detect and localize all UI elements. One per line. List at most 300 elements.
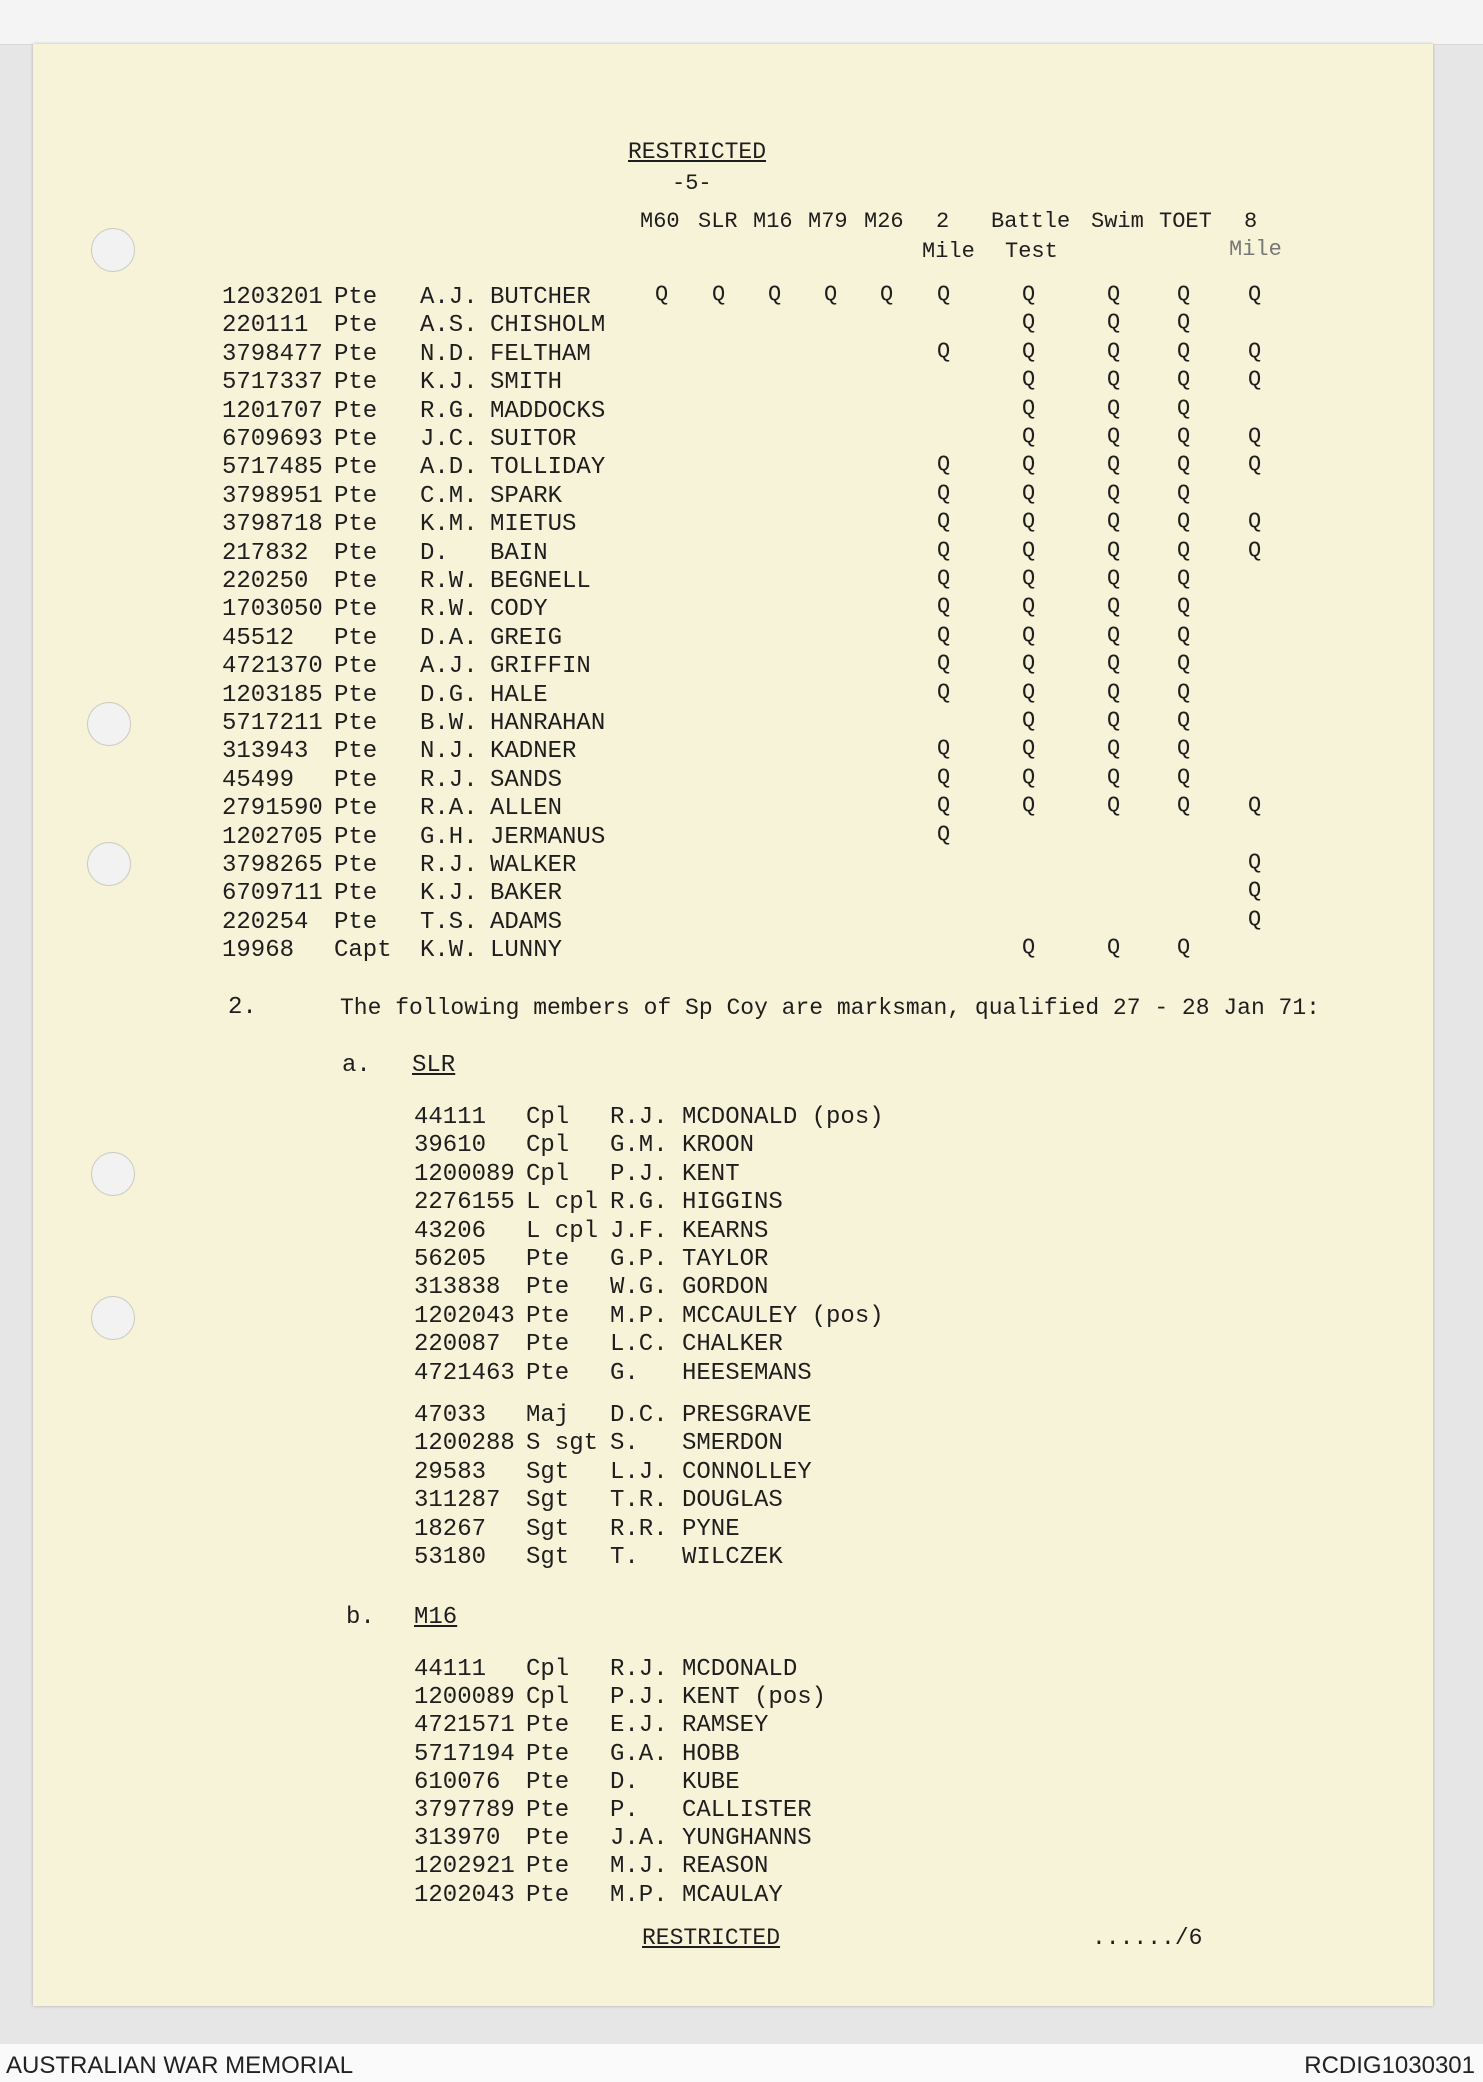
col-header-8-mile: 8 xyxy=(1244,209,1258,234)
qualified-mark: Q xyxy=(1177,339,1191,364)
service-number: 3798718 xyxy=(222,511,323,538)
initials: R.J. xyxy=(610,1656,668,1683)
surname: KENT (pos) xyxy=(682,1684,827,1711)
surname: ADAMS xyxy=(490,909,563,936)
initials: T.R. xyxy=(610,1487,668,1514)
qualified-mark: Q xyxy=(937,623,951,648)
service-number: 45499 xyxy=(222,767,295,794)
surname: FELTHAM xyxy=(490,341,591,368)
surname: MCDONALD xyxy=(682,1656,798,1683)
rank: Pte xyxy=(334,341,378,368)
qualified-mark: Q xyxy=(880,282,894,307)
qualified-mark: Q xyxy=(937,509,951,534)
rank: Pte xyxy=(334,284,378,311)
qualified-mark: Q xyxy=(1022,367,1036,392)
qualified-mark: Q xyxy=(937,651,951,676)
surname: CONNOLLEY xyxy=(682,1459,812,1486)
service-number: 1200089 xyxy=(414,1161,515,1188)
initials: A.S. xyxy=(420,312,478,339)
service-number: 311287 xyxy=(414,1487,501,1514)
service-number: 610076 xyxy=(414,1769,501,1796)
initials: T.S. xyxy=(420,909,478,936)
qualified-mark: Q xyxy=(937,822,951,847)
qualified-mark: Q xyxy=(1177,481,1191,506)
rank: Pte xyxy=(526,1882,570,1909)
qualified-mark: Q xyxy=(1248,509,1262,534)
m16-heading: M16 xyxy=(414,1604,458,1631)
initials: M.J. xyxy=(610,1853,668,1880)
surname: YUNGHANNS xyxy=(682,1825,812,1852)
qualified-mark: Q xyxy=(1022,680,1036,705)
qualified-mark: Q xyxy=(1022,424,1036,449)
rank: Cpl xyxy=(526,1104,570,1131)
qualified-mark: Q xyxy=(1177,310,1191,335)
qualified-mark: Q xyxy=(1107,396,1121,421)
surname: HALE xyxy=(490,682,548,709)
rank: Pte xyxy=(334,653,378,680)
qualified-mark: Q xyxy=(1022,736,1036,761)
rank: Pte xyxy=(334,710,378,737)
surname: HOBB xyxy=(682,1741,740,1768)
qualified-mark: Q xyxy=(1248,850,1262,875)
initials: R.G. xyxy=(610,1189,668,1216)
qualified-mark: Q xyxy=(1107,623,1121,648)
archive-id: RCDIG1030301 xyxy=(1304,2052,1475,2079)
qualified-mark: Q xyxy=(1248,282,1262,307)
initials: D.A. xyxy=(420,625,478,652)
qualified-mark: Q xyxy=(1022,793,1036,818)
initials: R.J. xyxy=(610,1104,668,1131)
surname: CHISHOLM xyxy=(490,312,606,339)
rank: L cpl xyxy=(526,1189,599,1216)
rank: Pte xyxy=(526,1274,570,1301)
rank: Pte xyxy=(526,1246,570,1273)
rank: Pte xyxy=(526,1712,570,1739)
qualified-mark: Q xyxy=(937,680,951,705)
col-header-slr: SLR xyxy=(698,209,738,234)
col-header-m26: M26 xyxy=(864,209,904,234)
continuation-marker: ....../6 xyxy=(1092,1925,1203,1951)
qualified-mark: Q xyxy=(1177,793,1191,818)
rank: Pte xyxy=(334,540,378,567)
qualified-mark: Q xyxy=(937,566,951,591)
qualified-mark: Q xyxy=(1177,424,1191,449)
rank: Sgt xyxy=(526,1544,570,1571)
surname: PRESGRAVE xyxy=(682,1402,812,1429)
rank: Pte xyxy=(526,1825,570,1852)
page-number: -5- xyxy=(672,171,712,196)
initials: R.A. xyxy=(420,795,478,822)
surname: MCAULAY xyxy=(682,1882,783,1909)
rank: Pte xyxy=(334,824,378,851)
qualified-mark: Q xyxy=(1177,623,1191,648)
qualified-mark: Q xyxy=(1107,594,1121,619)
rank: Pte xyxy=(334,738,378,765)
surname: GORDON xyxy=(682,1274,769,1301)
qualified-mark: Q xyxy=(1022,481,1036,506)
surname: MCDONALD (pos) xyxy=(682,1104,884,1131)
qualified-mark: Q xyxy=(1022,509,1036,534)
qualified-mark: Q xyxy=(1107,566,1121,591)
initials: J.A. xyxy=(610,1825,668,1852)
rank: Pte xyxy=(526,1853,570,1880)
initials: E.J. xyxy=(610,1712,668,1739)
service-number: 1203185 xyxy=(222,682,323,709)
surname: BUTCHER xyxy=(490,284,591,311)
col-header-2-mile: 2 xyxy=(936,209,950,234)
initials: L.C. xyxy=(610,1331,668,1358)
qualified-mark: Q xyxy=(1107,367,1121,392)
service-number: 4721463 xyxy=(414,1360,515,1387)
initials: D.C. xyxy=(610,1402,668,1429)
archive-name: AUSTRALIAN WAR MEMORIAL xyxy=(6,2052,354,2079)
rank: Pte xyxy=(334,596,378,623)
rank: Pte xyxy=(526,1303,570,1330)
qualified-mark: Q xyxy=(1022,651,1036,676)
surname: JERMANUS xyxy=(490,824,606,851)
initials: R.J. xyxy=(420,852,478,879)
rank: Pte xyxy=(334,682,378,709)
surname: TOLLIDAY xyxy=(490,454,606,481)
qualified-mark: Q xyxy=(1177,765,1191,790)
rank: Pte xyxy=(526,1331,570,1358)
rank: Cpl xyxy=(526,1161,570,1188)
service-number: 44111 xyxy=(414,1104,487,1131)
service-number: 1202043 xyxy=(414,1303,515,1330)
initials: R.R. xyxy=(610,1516,668,1543)
qualified-mark: Q xyxy=(1248,907,1262,932)
surname: REASON xyxy=(682,1853,769,1880)
initials: G.M. xyxy=(610,1132,668,1159)
qualified-mark: Q xyxy=(937,793,951,818)
service-number: 220087 xyxy=(414,1331,501,1358)
initials: J.C. xyxy=(420,426,478,453)
service-number: 1203201 xyxy=(222,284,323,311)
qualified-mark: Q xyxy=(937,594,951,619)
col-header-toet: TOET xyxy=(1159,209,1212,234)
rank: Pte xyxy=(334,369,378,396)
qualified-mark: Q xyxy=(1107,651,1121,676)
qualified-mark: Q xyxy=(937,452,951,477)
service-number: 4721571 xyxy=(414,1712,515,1739)
qualified-mark: Q xyxy=(768,282,782,307)
surname: WALKER xyxy=(490,852,577,879)
qualified-mark: Q xyxy=(1107,452,1121,477)
qualified-mark: Q xyxy=(1107,793,1121,818)
service-number: 45512 xyxy=(222,625,295,652)
surname: HEESEMANS xyxy=(682,1360,812,1387)
surname: SPARK xyxy=(490,483,563,510)
rank: Pte xyxy=(334,767,378,794)
initials: M.P. xyxy=(610,1882,668,1909)
surname: LUNNY xyxy=(490,937,563,964)
para-number: 2. xyxy=(228,994,257,1021)
initials: A.J. xyxy=(420,284,478,311)
initials: J.F. xyxy=(610,1218,668,1245)
qualified-mark: Q xyxy=(1248,538,1262,563)
surname: TAYLOR xyxy=(682,1246,769,1273)
initials: R.G. xyxy=(420,398,478,425)
qualified-mark: Q xyxy=(1022,623,1036,648)
slr-heading: SLR xyxy=(412,1052,456,1079)
initials: P.J. xyxy=(610,1684,668,1711)
col-header-battle-test-sub: Test xyxy=(1005,239,1058,264)
rank: Pte xyxy=(334,880,378,907)
rank: Capt xyxy=(334,937,392,964)
initials: N.D. xyxy=(420,341,478,368)
initials: M.P. xyxy=(610,1303,668,1330)
qualified-mark: Q xyxy=(1022,538,1036,563)
rank: Maj xyxy=(526,1402,570,1429)
initials: P. xyxy=(610,1797,639,1824)
surname: MCCAULEY (pos) xyxy=(682,1303,884,1330)
service-number: 5717337 xyxy=(222,369,323,396)
col-header-battle-test: Battle xyxy=(991,209,1071,234)
sub-para-a: a. xyxy=(342,1052,371,1079)
service-number: 220111 xyxy=(222,312,309,339)
qualified-mark: Q xyxy=(1177,651,1191,676)
surname: GRIFFIN xyxy=(490,653,591,680)
qualified-mark: Q xyxy=(1177,538,1191,563)
col-header-m16: M16 xyxy=(753,209,793,234)
qualified-mark: Q xyxy=(1248,793,1262,818)
surname: PYNE xyxy=(682,1516,740,1543)
service-number: 44111 xyxy=(414,1656,487,1683)
surname: SMERDON xyxy=(682,1430,783,1457)
initials: R.W. xyxy=(420,596,478,623)
qualified-mark: Q xyxy=(1107,935,1121,960)
qualified-mark: Q xyxy=(1177,680,1191,705)
qualified-mark: Q xyxy=(1107,765,1121,790)
service-number: 18267 xyxy=(414,1516,487,1543)
qualified-mark: Q xyxy=(1107,339,1121,364)
service-number: 6709711 xyxy=(222,880,323,907)
col-header-m60: M60 xyxy=(640,209,680,234)
initials: G.H. xyxy=(420,824,478,851)
initials: T. xyxy=(610,1544,639,1571)
surname: SMITH xyxy=(490,369,563,396)
qualified-mark: Q xyxy=(1022,452,1036,477)
rank: Pte xyxy=(334,568,378,595)
qualified-mark: Q xyxy=(937,282,951,307)
rank: Pte xyxy=(334,852,378,879)
initials: R.W. xyxy=(420,568,478,595)
qualified-mark: Q xyxy=(1248,878,1262,903)
service-number: 5717211 xyxy=(222,710,323,737)
service-number: 1200288 xyxy=(414,1430,515,1457)
classification-footer: RESTRICTED xyxy=(642,1925,781,1951)
surname: ALLEN xyxy=(490,795,563,822)
surname: CHALKER xyxy=(682,1331,783,1358)
qualified-mark: Q xyxy=(1177,509,1191,534)
rank: Sgt xyxy=(526,1516,570,1543)
classification-header: RESTRICTED xyxy=(628,139,767,165)
qualified-mark: Q xyxy=(1022,310,1036,335)
rank: Sgt xyxy=(526,1487,570,1514)
qualified-mark: Q xyxy=(1248,424,1262,449)
service-number: 4721370 xyxy=(222,653,323,680)
initials: G. xyxy=(610,1360,639,1387)
service-number: 47033 xyxy=(414,1402,487,1429)
service-number: 3798477 xyxy=(222,341,323,368)
rank: Pte xyxy=(334,483,378,510)
surname: MADDOCKS xyxy=(490,398,606,425)
col-header-m79: M79 xyxy=(808,209,848,234)
qualified-mark: Q xyxy=(1177,282,1191,307)
surname: GREIG xyxy=(490,625,563,652)
qualified-mark: Q xyxy=(1248,452,1262,477)
qualified-mark: Q xyxy=(1107,708,1121,733)
service-number: 6709693 xyxy=(222,426,323,453)
qualified-mark: Q xyxy=(1022,765,1036,790)
qualified-mark: Q xyxy=(1022,935,1036,960)
initials: S. xyxy=(610,1430,639,1457)
qualified-mark: Q xyxy=(1107,736,1121,761)
qualified-mark: Q xyxy=(1107,424,1121,449)
surname: BAKER xyxy=(490,880,563,907)
service-number: 217832 xyxy=(222,540,309,567)
qualified-mark: Q xyxy=(1107,310,1121,335)
qualified-mark: Q xyxy=(1177,935,1191,960)
service-number: 53180 xyxy=(414,1544,487,1571)
initials: K.W. xyxy=(420,937,478,964)
rank: Pte xyxy=(526,1797,570,1824)
service-number: 1202921 xyxy=(414,1853,515,1880)
qualified-mark: Q xyxy=(1107,282,1121,307)
rank: Pte xyxy=(334,511,378,538)
service-number: 29583 xyxy=(414,1459,487,1486)
surname: HIGGINS xyxy=(682,1189,783,1216)
initials: L.J. xyxy=(610,1459,668,1486)
rank: Pte xyxy=(334,426,378,453)
surname: KROON xyxy=(682,1132,755,1159)
qualified-mark: Q xyxy=(1107,680,1121,705)
initials: N.J. xyxy=(420,738,478,765)
qualified-mark: Q xyxy=(1177,736,1191,761)
initials: P.J. xyxy=(610,1161,668,1188)
service-number: 3797789 xyxy=(414,1797,515,1824)
surname: SUITOR xyxy=(490,426,577,453)
service-number: 19968 xyxy=(222,937,295,964)
qualified-mark: Q xyxy=(1022,594,1036,619)
qualified-mark: Q xyxy=(1177,566,1191,591)
initials: G.A. xyxy=(610,1741,668,1768)
qualified-mark: Q xyxy=(712,282,726,307)
qualified-mark: Q xyxy=(937,339,951,364)
surname: BAIN xyxy=(490,540,548,567)
surname: CALLISTER xyxy=(682,1797,812,1824)
qualified-mark: Q xyxy=(1022,708,1036,733)
rank: Pte xyxy=(334,454,378,481)
surname: KADNER xyxy=(490,738,577,765)
qualified-mark: Q xyxy=(655,282,669,307)
service-number: 5717194 xyxy=(414,1741,515,1768)
service-number: 1703050 xyxy=(222,596,323,623)
initials: C.M. xyxy=(420,483,478,510)
service-number: 43206 xyxy=(414,1218,487,1245)
initials: D. xyxy=(610,1769,639,1796)
service-number: 1202705 xyxy=(222,824,323,851)
qualified-mark: Q xyxy=(937,736,951,761)
service-number: 220250 xyxy=(222,568,309,595)
service-number: 5717485 xyxy=(222,454,323,481)
service-number: 3798265 xyxy=(222,852,323,879)
rank: Pte xyxy=(334,625,378,652)
surname: CODY xyxy=(490,596,548,623)
initials: A.J. xyxy=(420,653,478,680)
col-header-2-mile-sub: Mile xyxy=(922,239,975,264)
service-number: 313970 xyxy=(414,1825,501,1852)
surname: DOUGLAS xyxy=(682,1487,783,1514)
rank: Pte xyxy=(334,909,378,936)
rank: Cpl xyxy=(526,1684,570,1711)
surname: HANRAHAN xyxy=(490,710,606,737)
service-number: 220254 xyxy=(222,909,309,936)
surname: RAMSEY xyxy=(682,1712,769,1739)
qualified-mark: Q xyxy=(1177,367,1191,392)
service-number: 2276155 xyxy=(414,1189,515,1216)
col-header-swim: Swim xyxy=(1091,209,1144,234)
qualified-mark: Q xyxy=(824,282,838,307)
qualified-mark: Q xyxy=(1022,396,1036,421)
initials: D.G. xyxy=(420,682,478,709)
rank: Pte xyxy=(334,312,378,339)
initials: R.J. xyxy=(420,767,478,794)
service-number: 3798951 xyxy=(222,483,323,510)
qualified-mark: Q xyxy=(1177,452,1191,477)
rank: Pte xyxy=(334,398,378,425)
sub-para-b: b. xyxy=(346,1604,375,1631)
qualified-mark: Q xyxy=(1177,396,1191,421)
service-number: 1201707 xyxy=(222,398,323,425)
rank: Pte xyxy=(526,1769,570,1796)
qualified-mark: Q xyxy=(1107,481,1121,506)
qualified-mark: Q xyxy=(1177,594,1191,619)
initials: D. xyxy=(420,540,449,567)
qualified-mark: Q xyxy=(1248,339,1262,364)
rank: Cpl xyxy=(526,1656,570,1683)
surname: WILCZEK xyxy=(682,1544,783,1571)
initials: W.G. xyxy=(610,1274,668,1301)
service-number: 313943 xyxy=(222,738,309,765)
qualified-mark: Q xyxy=(937,765,951,790)
surname: SANDS xyxy=(490,767,563,794)
rank: Pte xyxy=(526,1741,570,1768)
surname: KUBE xyxy=(682,1769,740,1796)
qualified-mark: Q xyxy=(1022,339,1036,364)
initials: A.D. xyxy=(420,454,478,481)
service-number: 313838 xyxy=(414,1274,501,1301)
rank: Pte xyxy=(526,1360,570,1387)
rank: Cpl xyxy=(526,1132,570,1159)
qualified-mark: Q xyxy=(1022,566,1036,591)
service-number: 1200089 xyxy=(414,1684,515,1711)
service-number: 39610 xyxy=(414,1132,487,1159)
initials: K.M. xyxy=(420,511,478,538)
rank: Sgt xyxy=(526,1459,570,1486)
initials: B.W. xyxy=(420,710,478,737)
qualified-mark: Q xyxy=(937,481,951,506)
service-number: 1202043 xyxy=(414,1882,515,1909)
qualified-mark: Q xyxy=(1107,538,1121,563)
qualified-mark: Q xyxy=(937,538,951,563)
surname: MIETUS xyxy=(490,511,577,538)
col-header-8-mile-sub: Mile xyxy=(1229,237,1282,262)
qualified-mark: Q xyxy=(1177,708,1191,733)
rank: Pte xyxy=(334,795,378,822)
qualified-mark: Q xyxy=(1107,509,1121,534)
service-number: 2791590 xyxy=(222,795,323,822)
